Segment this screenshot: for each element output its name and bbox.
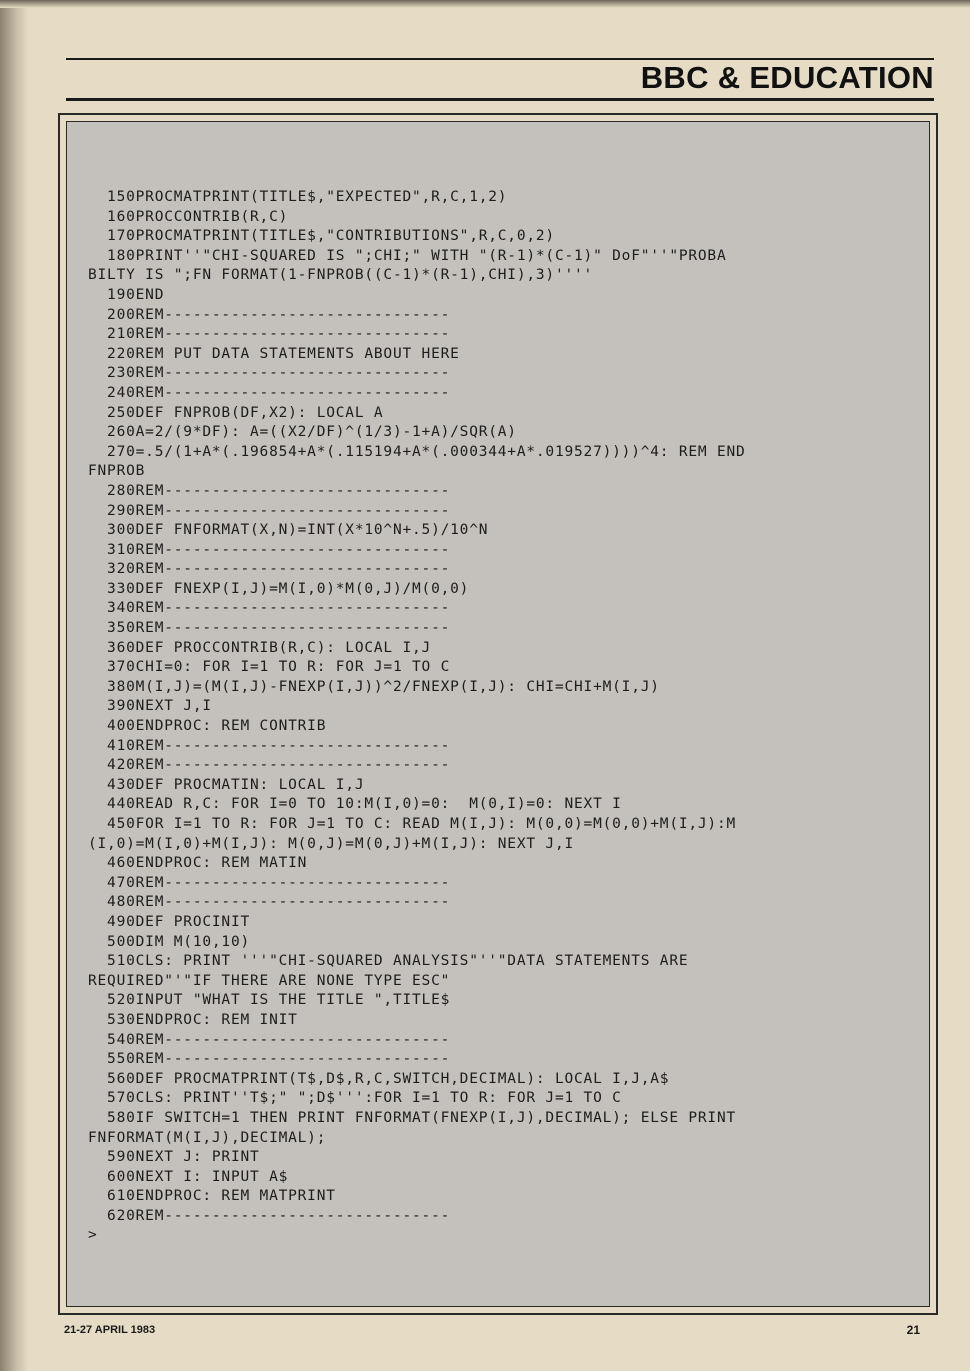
code-line: 330DEF FNEXP(I,J)=M(I,0)*M(0,J)/M(0,0) <box>88 580 470 597</box>
code-line: 290REM------------------------------ <box>88 502 451 519</box>
code-line: 300DEF FNFORMAT(X,N)=INT(X*10^N+.5)/10^N <box>88 522 489 539</box>
footer-date: 21-27 APRIL 1983 <box>64 1324 156 1336</box>
code-line: 210REM------------------------------ <box>88 326 451 343</box>
header-rule-bottom <box>66 98 934 101</box>
code-line: 200REM------------------------------ <box>88 306 451 323</box>
code-line: 520INPUT "WHAT IS THE TITLE ",TITLE$ <box>88 992 451 1009</box>
code-line: 230REM------------------------------ <box>88 365 451 382</box>
code-line: 160PROCCONTRIB(R,C) <box>88 208 289 225</box>
code-line: 580IF SWITCH=1 THEN PRINT FNFORMAT(FNEXP(I,J),DECIMAL); ELSE PRINT <box>88 1109 737 1126</box>
code-line: 420REM------------------------------ <box>88 757 451 774</box>
code-line: 280REM------------------------------ <box>88 482 451 499</box>
code-line: 550REM------------------------------ <box>88 1051 451 1068</box>
section-title: BBC & EDUCATION <box>640 60 934 95</box>
code-line: 530ENDPROC: REM INIT <box>88 1011 298 1028</box>
code-line: 600NEXT I: INPUT A$ <box>88 1168 289 1185</box>
code-line: 340REM------------------------------ <box>88 600 451 617</box>
code-line: 410REM------------------------------ <box>88 737 451 754</box>
code-line: 490DEF PROCINIT <box>88 913 251 930</box>
code-line: 360DEF PROCCONTRIB(R,C): LOCAL I,J <box>88 639 432 656</box>
code-line: 240REM------------------------------ <box>88 384 451 401</box>
code-line: FNPROB <box>88 463 146 480</box>
code-line: 590NEXT J: PRINT <box>88 1149 260 1166</box>
code-line: BILTY IS ";FN FORMAT(1-FNPROB((C-1)*(R-1),CHI),3)'''' <box>88 267 594 284</box>
program-listing <box>88 188 918 1246</box>
code-line: 430DEF PROCMATIN: LOCAL I,J <box>88 776 365 793</box>
code-line: 320REM------------------------------ <box>88 561 451 578</box>
code-line: 260A=2/(9*DF): A=((X2/DF)^(1/3)-1+A)/SQR(A) <box>88 424 517 441</box>
code-line: 470REM------------------------------ <box>88 874 451 891</box>
code-line: 480REM------------------------------ <box>88 894 451 911</box>
page-top-shadow <box>0 0 970 8</box>
code-line: REQUIRED"'"IF THERE ARE NONE TYPE ESC" <box>88 972 451 989</box>
code-line: 620REM------------------------------ <box>88 1207 451 1224</box>
code-line: 610ENDPROC: REM MATPRINT <box>88 1188 336 1205</box>
code-line: 440READ R,C: FOR I=0 TO 10:M(I,0)=0: M(0,I)=0: NEXT I <box>88 796 622 813</box>
page-number: 21 <box>906 1323 920 1337</box>
code-line: 350REM------------------------------ <box>88 620 451 637</box>
code-line: 220REM PUT DATA STATEMENTS ABOUT HERE <box>88 345 460 362</box>
code-line: 310REM------------------------------ <box>88 541 451 558</box>
page-gutter-shadow <box>0 0 28 1371</box>
code-line: 390NEXT J,I <box>88 698 212 715</box>
code-line: 380M(I,J)=(M(I,J)-FNEXP(I,J))^2/FNEXP(I,J): CHI=CHI+M(I,J) <box>88 678 660 695</box>
code-line: 180PRINT''"CHI-SQUARED IS ";CHI;" WITH "(R-1)*(C-1)" DoF"''"PROBA <box>88 247 727 264</box>
code-line: 500DIM M(10,10) <box>88 933 251 950</box>
code-line: 270=.5/(1+A*(.196854+A*(.115194+A*(.000344+A*.019527))))^4: REM END <box>88 443 746 460</box>
code-line: 150PROCMATPRINT(TITLE$,"EXPECTED",R,C,1,2) <box>88 189 508 205</box>
code-line: FNFORMAT(M(I,J),DECIMAL); <box>88 1129 327 1146</box>
code-line: 540REM------------------------------ <box>88 1031 451 1048</box>
code-line: 170PROCMATPRINT(TITLE$,"CONTRIBUTIONS",R,C,0,2) <box>88 228 555 245</box>
code-line: 250DEF FNPROB(DF,X2): LOCAL A <box>88 404 384 421</box>
code-line: > <box>88 1227 98 1244</box>
code-line: 370CHI=0: FOR I=1 TO R: FOR J=1 TO C <box>88 659 451 676</box>
code-line: (I,0)=M(I,0)+M(I,J): M(0,J)=M(0,J)+M(I,J): NEXT J,I <box>88 835 575 852</box>
code-line: 570CLS: PRINT''T$;" ";D$''':FOR I=1 TO R: FOR J=1 TO C <box>88 1090 622 1107</box>
code-line: 400ENDPROC: REM CONTRIB <box>88 718 327 735</box>
code-line: 450FOR I=1 TO R: FOR J=1 TO C: READ M(I,J): M(0,0)=M(0,0)+M(I,J):M <box>88 816 737 832</box>
code-line: 460ENDPROC: REM MATIN <box>88 855 308 872</box>
code-line: 190END <box>88 286 165 303</box>
code-line: 560DEF PROCMATPRINT(T$,D$,R,C,SWITCH,DECIMAL): LOCAL I,J,A$ <box>88 1070 670 1087</box>
code-line: 510CLS: PRINT '''"CHI-SQUARED ANALYSIS"''"DATA STATEMENTS ARE <box>88 953 689 970</box>
